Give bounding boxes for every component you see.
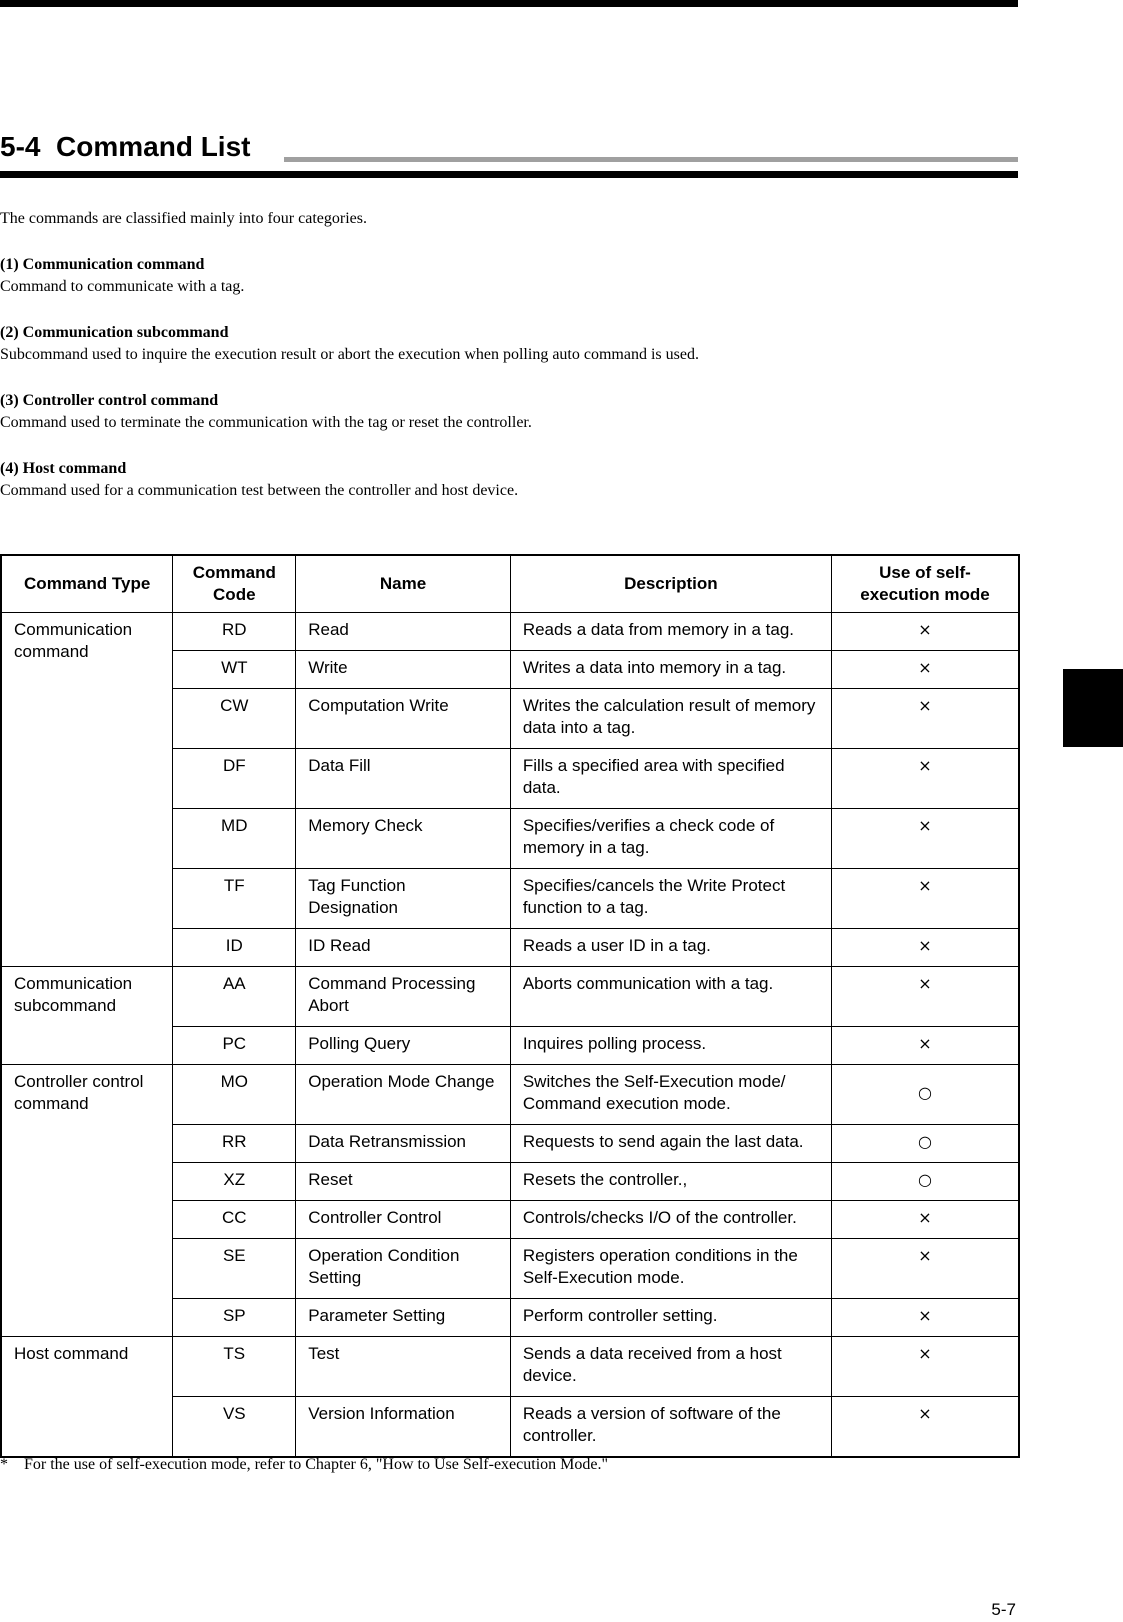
self-execution-mode-cell: × <box>831 1027 1019 1065</box>
self-execution-mode-cell: × <box>831 1299 1019 1337</box>
command-type-cell: Host command <box>1 1337 173 1458</box>
description-cell: Aborts communication with a tag. <box>510 967 831 1027</box>
top-rule <box>0 0 1018 7</box>
page-number: 5-7 <box>991 1600 1016 1619</box>
self-execution-mode-cell: × <box>831 749 1019 809</box>
chapter-tab <box>1063 669 1123 747</box>
command-name-cell: Controller Control <box>296 1201 511 1239</box>
footnote-marker: * <box>0 1456 8 1473</box>
self-execution-mode-cell: ○ <box>831 1125 1019 1163</box>
table-header-row <box>1 555 1019 613</box>
command-name-cell: Computation Write <box>296 689 511 749</box>
command-name-cell: Command Processing Abort <box>296 967 511 1027</box>
self-execution-mode-cell: ○ <box>831 1065 1019 1125</box>
table-row <box>1 613 1019 651</box>
description-cell: Perform controller setting. <box>510 1299 831 1337</box>
description-cell: Writes the calculation result of memory data into a tag. <box>510 689 831 749</box>
command-code-cell: CW <box>173 689 296 749</box>
header-name: Name <box>296 555 511 613</box>
category-text: Command to communicate with a tag. <box>0 278 245 295</box>
self-execution-mode-cell: × <box>831 1337 1019 1397</box>
category-block <box>0 458 1000 502</box>
command-code-cell: XZ <box>173 1163 296 1201</box>
header-description: Description <box>510 555 831 613</box>
description-cell: Registers operation conditions in the Self-Execution mode. <box>510 1239 831 1299</box>
description-cell: Reads a version of software of the controller. <box>510 1397 831 1458</box>
self-execution-mode-cell: ○ <box>831 1163 1019 1201</box>
command-code-cell: MD <box>173 809 296 869</box>
self-execution-mode-cell: × <box>831 1397 1019 1458</box>
description-cell: Specifies/cancels the Write Protect function to a tag. <box>510 869 831 929</box>
self-execution-mode-cell: × <box>831 689 1019 749</box>
description-cell: Inquires polling process. <box>510 1027 831 1065</box>
self-execution-mode-cell: × <box>831 967 1019 1027</box>
category-heading: (3) Controller control command <box>0 392 219 409</box>
command-name-cell: Tag Function Designation <box>296 869 511 929</box>
command-code-cell: VS <box>173 1397 296 1458</box>
command-code-cell: WT <box>173 651 296 689</box>
footnote <box>0 1454 608 1476</box>
command-type-cell: Communication command <box>1 613 173 967</box>
command-name-cell: ID Read <box>296 929 511 967</box>
command-name-cell: Version Information <box>296 1397 511 1458</box>
command-name-cell: Operation Condition Setting <box>296 1239 511 1299</box>
header-command-type: Command Type <box>1 555 173 613</box>
category-text: Subcommand used to inquire the execution result or abort the execution when polling auto command is used. <box>0 346 699 363</box>
category-text: Command used to terminate the communication with the tag or reset the controller. <box>0 414 532 431</box>
command-code-cell: SP <box>173 1299 296 1337</box>
command-name-cell: Write <box>296 651 511 689</box>
command-code-cell: RD <box>173 613 296 651</box>
command-code-cell: TS <box>173 1337 296 1397</box>
table-body <box>1 613 1019 1458</box>
self-execution-mode-cell: × <box>831 651 1019 689</box>
page-title: 5-4 Command List <box>0 131 251 162</box>
description-cell: Reads a data from memory in a tag. <box>510 613 831 651</box>
description-cell: Requests to send again the last data. <box>510 1125 831 1163</box>
command-code-cell: MO <box>173 1065 296 1125</box>
command-code-cell: TF <box>173 869 296 929</box>
section-header <box>0 130 1018 178</box>
description-cell: Controls/checks I/O of the controller. <box>510 1201 831 1239</box>
command-code-cell: PC <box>173 1027 296 1065</box>
command-type-cell: Communication subcommand <box>1 967 173 1065</box>
command-code-cell: AA <box>173 967 296 1027</box>
description-cell: Specifies/verifies a check code of memory in a tag. <box>510 809 831 869</box>
footnote-text: For the use of self-execution mode, refer to Chapter 6, "How to Use Self-execution Mode." <box>24 1456 609 1473</box>
category-heading: (1) Communication command <box>0 256 205 273</box>
command-name-cell: Data Retransmission <box>296 1125 511 1163</box>
command-code-cell: SE <box>173 1239 296 1299</box>
category-block <box>0 322 1000 366</box>
header-command-code: Command Code <box>173 555 296 613</box>
category-list <box>0 254 1000 502</box>
table-row <box>1 967 1019 1027</box>
description-cell: Writes a data into memory in a tag. <box>510 651 831 689</box>
description-cell: Resets the controller., <box>510 1163 831 1201</box>
command-type-cell: Controller control command <box>1 1065 173 1337</box>
category-heading: (4) Host command <box>0 460 127 477</box>
command-name-cell: Reset <box>296 1163 511 1201</box>
intro-paragraph: The commands are classified mainly into four categories. <box>0 210 367 227</box>
title-gray-rule <box>284 157 1018 162</box>
command-name-cell: Memory Check <box>296 809 511 869</box>
description-cell: Switches the Self-Execution mode/ Command execution mode. <box>510 1065 831 1125</box>
self-execution-mode-cell: × <box>831 1201 1019 1239</box>
category-block <box>0 390 1000 434</box>
command-code-cell: ID <box>173 929 296 967</box>
command-code-cell: DF <box>173 749 296 809</box>
description-cell: Fills a specified area with specified data. <box>510 749 831 809</box>
table-row <box>1 1065 1019 1125</box>
category-text: Command used for a communication test between the controller and host device. <box>0 482 519 499</box>
description-cell: Reads a user ID in a tag. <box>510 929 831 967</box>
self-execution-mode-cell: × <box>831 929 1019 967</box>
command-name-cell: Test <box>296 1337 511 1397</box>
table-row <box>1 1337 1019 1397</box>
command-name-cell: Operation Mode Change <box>296 1065 511 1125</box>
self-execution-mode-cell: × <box>831 613 1019 651</box>
command-name-cell: Parameter Setting <box>296 1299 511 1337</box>
category-heading: (2) Communication subcommand <box>0 324 229 341</box>
command-table <box>0 554 1020 1458</box>
command-name-cell: Polling Query <box>296 1027 511 1065</box>
command-code-cell: RR <box>173 1125 296 1163</box>
command-code-cell: CC <box>173 1201 296 1239</box>
command-name-cell: Data Fill <box>296 749 511 809</box>
self-execution-mode-cell: × <box>831 809 1019 869</box>
description-cell: Sends a data received from a host device. <box>510 1337 831 1397</box>
command-name-cell: Read <box>296 613 511 651</box>
self-execution-mode-cell: × <box>831 1239 1019 1299</box>
header-self-execution-mode: Use of self-execution mode <box>831 555 1019 613</box>
title-black-rule <box>0 171 1018 178</box>
category-block <box>0 254 1000 298</box>
self-execution-mode-cell: × <box>831 869 1019 929</box>
intro-section <box>0 208 1000 502</box>
